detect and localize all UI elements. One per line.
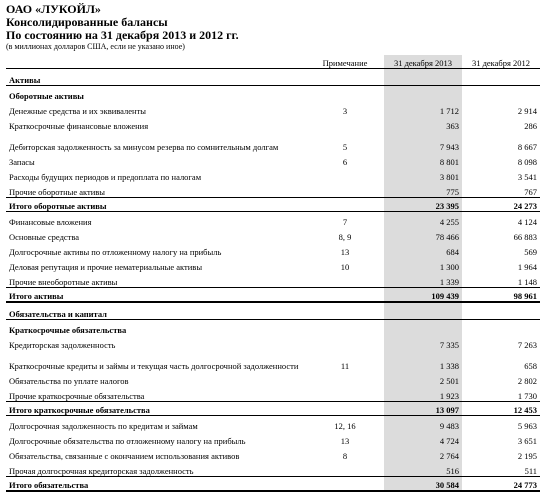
total-label: Итого краткосрочные обязательства (6, 402, 306, 416)
table-row (6, 242, 540, 257)
subsection-heading-row (6, 320, 540, 336)
row-note (306, 371, 384, 386)
row-note (306, 335, 384, 350)
report-header (6, 3, 239, 52)
row-label: Денежные средства и их эквиваленты (9, 106, 146, 116)
row-note: 11 (340, 361, 350, 371)
row-note: 10 (340, 262, 350, 272)
row-label: Прочие оборотные активы (6, 182, 306, 198)
row-label: Финансовые вложения (9, 217, 92, 227)
row-value-2013: 78 466 (384, 227, 462, 242)
total-label: Итого активы (6, 288, 306, 303)
table-row (6, 350, 540, 371)
row-note: 8 (342, 451, 348, 461)
row-value-2012: 1 964 (517, 262, 537, 272)
row-label: Обязательства, связанные с окончанием использования активов (9, 451, 240, 461)
row-value-2013: 7 335 (384, 335, 462, 350)
row-value-2013: 8 801 (384, 152, 462, 167)
row-value-2012: 767 (462, 182, 540, 198)
table-row (6, 461, 540, 477)
row-value-2012: 4 124 (517, 217, 537, 227)
row-label: Долгосрочные активы по отложенному налогу на прибыль (9, 247, 222, 257)
table-row (6, 131, 540, 152)
row-value-2013: 4 724 (384, 431, 462, 446)
table-row (6, 182, 540, 198)
label-column-header (6, 55, 306, 69)
year-2012-column-header: 31 декабря 2012 (462, 55, 540, 69)
row-note (306, 386, 384, 402)
row-value-2012: 286 (524, 121, 537, 131)
row-value-2012: 2 802 (517, 376, 537, 386)
section-heading-row (6, 73, 540, 86)
row-label: Обязательства по уплате налогов (9, 376, 129, 386)
row-value-2012: 1 730 (462, 386, 540, 402)
row-note (306, 167, 384, 182)
row-note (306, 461, 384, 477)
table-row (6, 272, 540, 288)
total-row (6, 477, 540, 492)
subsection-heading-row (6, 86, 540, 102)
table-row (6, 227, 540, 242)
row-value-2013: 2 764 (384, 446, 462, 461)
table-row (6, 416, 540, 432)
row-note: 5 (342, 142, 348, 152)
row-value-2012: 511 (462, 461, 540, 477)
table-header-row (6, 55, 540, 69)
total-value-2013: 13 097 (384, 402, 462, 416)
row-value-2012: 2 914 (517, 106, 537, 116)
row-label: Долгосрочные обязательства по отложенному налогу на прибыль (9, 436, 246, 446)
row-note (306, 272, 384, 288)
row-note: 8, 9 (338, 232, 352, 242)
row-value-2013: 4 255 (384, 212, 462, 228)
row-label: Краткосрочные кредиты и займы и текущая часть долгосрочной задолженности (9, 361, 299, 371)
table-row (6, 257, 540, 272)
row-label: Долгосрочная задолженность по кредитам и займам (9, 421, 198, 431)
row-note (306, 182, 384, 198)
row-note: 6 (342, 157, 348, 167)
row-value-2012: 1 148 (462, 272, 540, 288)
total-value-2012: 98 961 (462, 288, 540, 303)
row-value-2012: 3 541 (517, 172, 537, 182)
row-value-2013: 2 501 (384, 371, 462, 386)
total-label: Итого обязательства (6, 477, 306, 492)
table-row (6, 167, 540, 182)
total-value-2012: 24 273 (462, 198, 540, 212)
row-note: 12, 16 (334, 421, 356, 431)
table-row (6, 116, 540, 131)
row-value-2012: 2 195 (517, 451, 537, 461)
total-row (6, 198, 540, 212)
row-value-2013: 1 339 (384, 272, 462, 288)
row-label: Основные средства (9, 232, 80, 242)
row-value-2012: 3 651 (517, 436, 537, 446)
balance-sheet-table (6, 55, 540, 492)
row-value-2013: 1 338 (384, 350, 462, 371)
total-value-2013: 30 584 (384, 477, 462, 492)
total-value-2013: 109 439 (384, 288, 462, 303)
row-value-2013: 3 801 (384, 167, 462, 182)
table-row (6, 101, 540, 116)
row-value-2012: 8 098 (517, 157, 537, 167)
row-value-2013: 1 923 (384, 386, 462, 402)
note-column-header: Примечание (306, 55, 384, 69)
row-note: 3 (342, 106, 348, 116)
row-value-2013: 9 483 (384, 416, 462, 432)
row-note: 13 (340, 247, 350, 257)
row-label: Запасы (9, 157, 35, 167)
total-value-2012: 12 453 (462, 402, 540, 416)
row-label: Кредиторская задолженность (9, 340, 116, 350)
row-note: 7 (342, 217, 348, 227)
table-row (6, 446, 540, 461)
row-label: Прочая долгосрочная кредиторская задолженность (6, 461, 306, 477)
row-value-2012: 569 (524, 247, 537, 257)
report-title: Консолидированные балансы (6, 15, 168, 29)
row-value-2012: 7 263 (517, 340, 537, 350)
subsection-heading: Краткосрочные обязательства (9, 325, 127, 335)
year-2013-column-header: 31 декабря 2013 (384, 55, 462, 69)
total-row (6, 288, 540, 303)
row-value-2012: 8 667 (517, 142, 537, 152)
table-row (6, 431, 540, 446)
row-label: Дебиторская задолженность за минусом резерва по сомнительным долгам (9, 142, 279, 152)
row-value-2013: 1 300 (384, 257, 462, 272)
section-heading: Обязательства и капитал (6, 307, 306, 320)
row-label: Краткосрочные финансовые вложения (9, 121, 149, 131)
row-note (306, 116, 384, 131)
row-value-2013: 7 943 (384, 131, 462, 152)
total-label: Итого оборотные активы (6, 198, 306, 212)
report-units: (в миллионах долларов США, если не указано иное) (6, 42, 185, 51)
subsection-heading: Оборотные активы (9, 91, 84, 101)
row-label: Расходы будущих периодов и предоплата по налогам (9, 172, 202, 182)
company-name: ОАО «ЛУКОЙЛ» (6, 2, 101, 16)
section-heading-row (6, 307, 540, 320)
table-row (6, 152, 540, 167)
table-row (6, 212, 540, 228)
row-value-2013: 1 712 (384, 101, 462, 116)
row-value-2012: 658 (524, 361, 537, 371)
row-label: Прочие краткосрочные обязательства (6, 386, 306, 402)
row-value-2013: 775 (384, 182, 462, 198)
row-value-2012: 5 963 (517, 421, 537, 431)
table-row (6, 371, 540, 386)
row-note: 13 (340, 436, 350, 446)
table-row (6, 386, 540, 402)
row-label: Прочие внеоборотные активы (6, 272, 306, 288)
total-value-2012: 24 773 (462, 477, 540, 492)
row-label: Деловая репутация и прочие нематериальные активы (9, 262, 203, 272)
report-date: По состоянию на 31 декабря 2013 и 2012 гг. (6, 28, 239, 42)
row-value-2012: 66 883 (513, 232, 537, 242)
table-row (6, 335, 540, 350)
total-value-2013: 23 395 (384, 198, 462, 212)
row-value-2013: 684 (384, 242, 462, 257)
row-value-2013: 516 (384, 461, 462, 477)
row-value-2013: 363 (384, 116, 462, 131)
section-heading: Активы (6, 73, 306, 86)
total-row (6, 402, 540, 416)
